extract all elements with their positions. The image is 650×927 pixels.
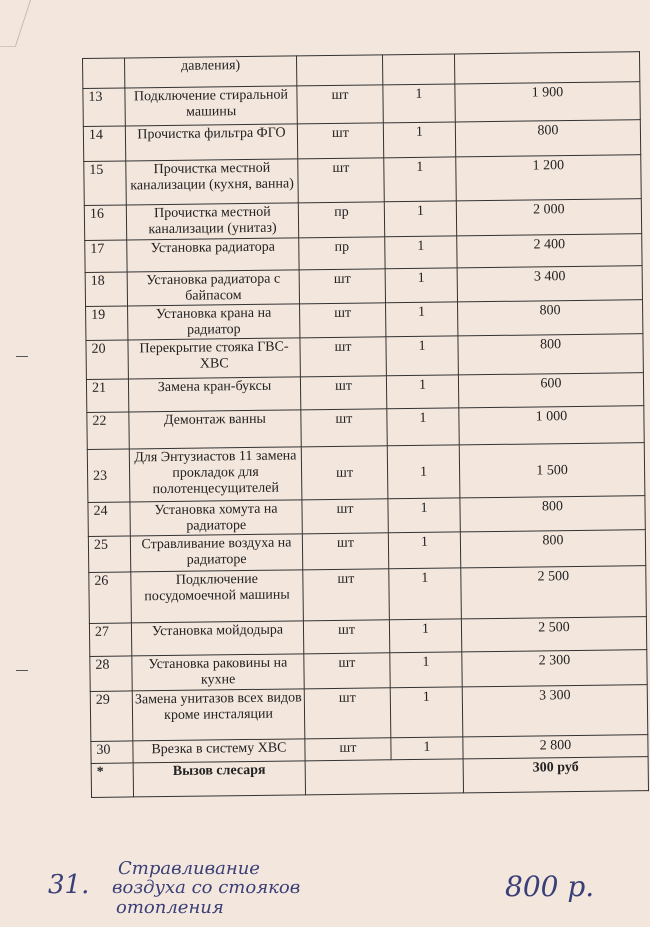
service-name: Установка мойдодыра <box>131 621 303 656</box>
price-table-body <box>83 52 649 798</box>
unit-cell: шт <box>301 409 387 447</box>
price-table <box>82 51 649 798</box>
row-number: 20 <box>86 340 128 380</box>
quantity-cell: 1 <box>384 157 457 202</box>
handwritten-line-3: отопления <box>116 897 224 918</box>
table-row <box>87 443 645 503</box>
price-cell: 800 <box>460 530 645 568</box>
quantity-cell: 1 <box>385 268 457 303</box>
price-cell: 2 500 <box>461 617 646 652</box>
service-name: Демонтаж ванны <box>129 410 301 449</box>
row-number: 16 <box>84 205 126 241</box>
unit-cell: шт <box>300 376 386 410</box>
quantity-cell: 1 <box>387 445 460 499</box>
quantity-cell: 1 <box>386 336 458 376</box>
table-row <box>84 155 641 206</box>
price-cell: 800 <box>460 496 645 532</box>
row-number: 19 <box>86 306 128 341</box>
row-number: 29 <box>90 691 133 742</box>
service-name: Установка хомута на радиаторе <box>130 500 302 536</box>
quantity-cell: 1 <box>385 236 457 269</box>
handwritten-line-2: воздуха со стояков <box>112 877 301 898</box>
row-number: * <box>91 763 133 798</box>
service-name: Перекрытие стояка ГВС-ХВС <box>128 338 300 379</box>
service-name: Врезка в систему ХВС <box>133 739 305 763</box>
service-name: давления) <box>125 56 297 88</box>
unit-cell: шт <box>305 738 391 761</box>
service-name: Замена кран-буксы <box>128 377 300 412</box>
row-number: 21 <box>86 379 128 413</box>
price-cell: 800 <box>455 120 640 157</box>
handwritten-line-1: Стравливание <box>118 858 260 879</box>
quantity-cell: 1 <box>387 408 459 446</box>
row-number: 15 <box>84 161 127 206</box>
empty-cell <box>305 759 463 795</box>
service-name: Прочистка местной канализации (кухня, ванна) <box>126 159 299 205</box>
row-number: 18 <box>85 272 127 307</box>
margin-mark <box>16 670 28 671</box>
row-number: 25 <box>88 536 130 573</box>
quantity-cell: 1 <box>386 375 458 409</box>
service-name: Подключение посудомоечной машины <box>131 570 304 623</box>
service-name: Установка радиатора с байпасом <box>127 270 299 306</box>
table-row <box>86 334 643 380</box>
unit-cell: пр <box>299 237 385 270</box>
price-cell: 1 200 <box>456 155 642 201</box>
table-row <box>91 757 648 798</box>
service-name: Установка раковины на кухне <box>132 654 304 691</box>
unit-cell: шт <box>304 688 391 739</box>
quantity-cell: 1 <box>388 498 460 533</box>
row-number: 27 <box>89 623 131 657</box>
price-cell: 1 000 <box>459 406 644 445</box>
paper-edge <box>0 0 31 47</box>
price-cell: 2 400 <box>457 234 642 268</box>
service-name: Подключение стиральной машины <box>125 86 297 126</box>
price-cell: 2 500 <box>461 566 647 619</box>
row-number: 13 <box>83 88 125 127</box>
service-name: Для Энтузиастов 11 замена прокладок для полотенцесущителей <box>129 447 302 502</box>
margin-mark <box>16 356 28 357</box>
service-name: Установка радиатора <box>127 238 299 272</box>
unit-cell: шт <box>304 653 390 689</box>
row-number: 23 <box>87 449 130 503</box>
service-name: Стравливание воздуха на радиаторе <box>130 534 302 572</box>
row-number: 14 <box>83 126 125 162</box>
unit-cell: пр <box>298 202 384 238</box>
price-cell: 2 800 <box>463 735 648 759</box>
price-cell: 1 900 <box>455 82 640 122</box>
unit-cell: шт <box>299 269 385 304</box>
row-number: 24 <box>88 502 130 537</box>
unit-cell: шт <box>302 499 388 534</box>
service-name: Вызов слесаря <box>133 761 305 797</box>
unit-cell: шт <box>303 569 390 621</box>
service-name: Замена унитазов всех видов кроме инсталяции <box>132 689 305 741</box>
row-number: 30 <box>91 741 133 764</box>
quantity-cell: 1 <box>383 84 455 123</box>
price-cell: 3 400 <box>457 266 642 302</box>
unit-cell: шт <box>298 158 385 203</box>
row-number: 22 <box>87 412 129 450</box>
quantity-cell: 1 <box>390 687 463 738</box>
quantity-cell: 1 <box>386 302 458 337</box>
unit-cell: шт <box>297 123 383 159</box>
price-cell: 2 000 <box>456 199 641 236</box>
unit-cell: шт <box>303 620 389 654</box>
price-cell: 1 500 <box>459 443 645 498</box>
table-row <box>89 566 647 624</box>
price-cell: 2 300 <box>462 650 647 687</box>
price-cell: 3 300 <box>462 685 648 737</box>
unit-cell: шт <box>297 85 383 124</box>
quantity-cell: 1 <box>391 737 463 760</box>
row-number: 28 <box>90 656 132 692</box>
quantity-cell: 1 <box>389 619 461 653</box>
service-name: Прочистка фильтра ФГО <box>125 124 297 161</box>
price-cell: 800 <box>458 334 643 375</box>
quantity-cell: 1 <box>389 568 462 620</box>
handwritten-number: 31. <box>48 870 90 900</box>
price-cell: 300 руб <box>463 757 648 793</box>
unit-cell: шт <box>301 446 388 500</box>
row-number: 17 <box>85 240 127 273</box>
quantity-cell: 1 <box>383 122 455 158</box>
service-name: Прочистка местной канализации (унитаз) <box>126 203 298 240</box>
unit-cell: шт <box>300 337 386 377</box>
quantity-cell: 1 <box>388 532 460 569</box>
unit-cell: шт <box>300 303 386 338</box>
service-name: Установка крана на радиатор <box>128 304 300 340</box>
row-number: 26 <box>89 572 132 624</box>
table-row <box>90 685 648 742</box>
handwritten-price: 800 р. <box>505 870 595 903</box>
price-cell: 800 <box>458 300 643 336</box>
quantity-cell: 1 <box>390 652 462 688</box>
unit-cell: шт <box>302 533 388 570</box>
price-cell: 600 <box>458 373 643 408</box>
quantity-cell: 1 <box>384 201 456 237</box>
